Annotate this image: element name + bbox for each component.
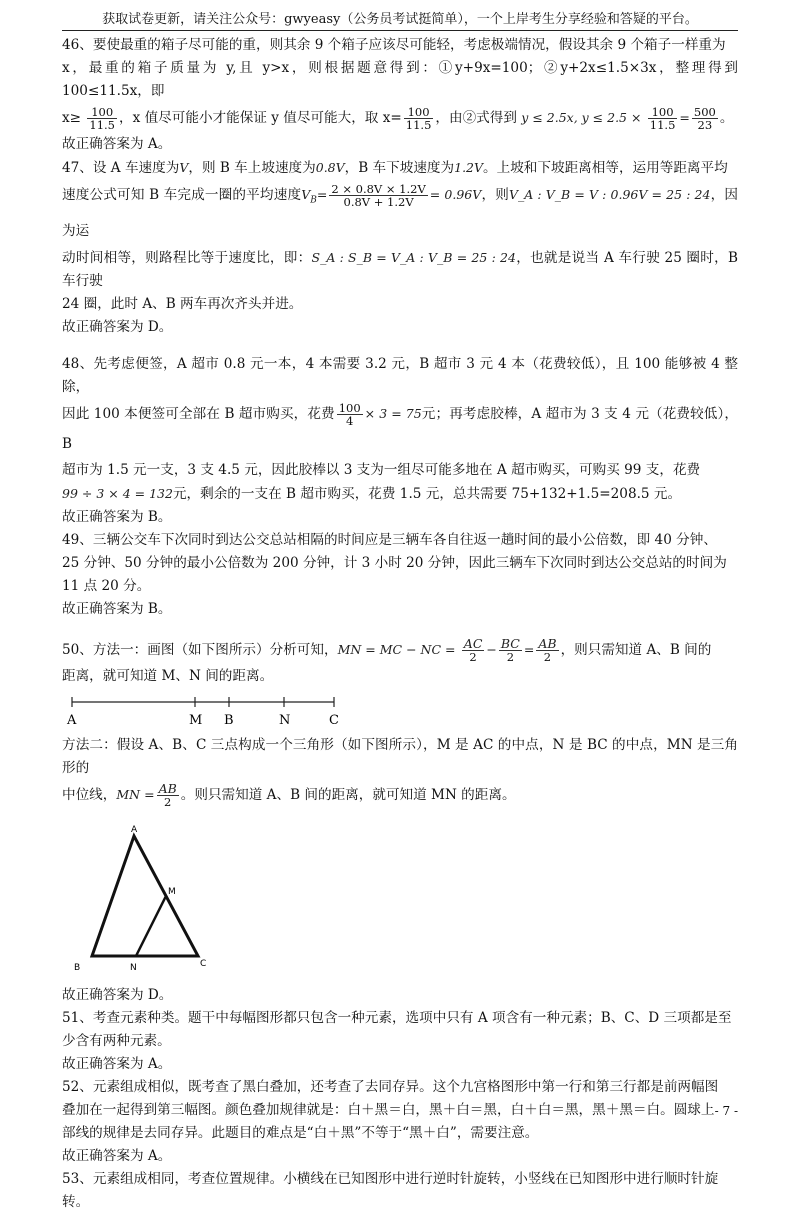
header-notice xyxy=(62,8,738,31)
label-c: C xyxy=(329,712,339,728)
label-n: N xyxy=(279,712,291,728)
label-a: A xyxy=(67,712,77,728)
tri-label-c: C xyxy=(200,958,207,969)
fraction: $\frac{BC}{2}$ xyxy=(500,635,520,664)
q46-line1: 46、要使最重的箱子尽可能的重，则其余 9 个箱子应该尽可能轻，考虑极端情况，假设其余 9 个箱子一样重为 xyxy=(62,37,726,53)
q47-line1: 47、设 A 车速度为V，则 B 车上坡速度为0.8V，B 车下坡速度为1.2V。上坡和下坡距离相等，运用等距离平均 xyxy=(62,160,728,176)
q46-answer: 故正确答案为 A。 xyxy=(62,136,172,152)
q52-line1: 52、元素组成相似，既考查了黑白叠加，还考查了去同存异。这个九宫格图形中第一行和第三行都是前两幅图 xyxy=(62,1078,719,1095)
question-52 xyxy=(62,1076,738,1168)
q52-answer: 故正确答案为 A。 xyxy=(62,1147,172,1164)
q53-line2: 转。 xyxy=(62,1193,90,1210)
label-m: M xyxy=(189,712,203,728)
question-48 xyxy=(62,353,738,529)
q51-line1: 51、考查元素种类。题干中每幅图形都只包含一种元素，选项中只有 A 项含有一种元素；B、C、D 三项都是至 xyxy=(62,1009,732,1026)
tri-label-n: N xyxy=(130,962,137,973)
question-47 xyxy=(62,156,738,339)
question-46 xyxy=(62,34,738,156)
q49-line1: 49、三辆公交车下次同时到达公交总站相隔的时间应是三辆车各自往返一趟时间的最小公倍数，即 40 分钟、 xyxy=(62,531,717,548)
q52-line3: 部线的规律是去同存异。此题目的难点是“白＋黑”不等于“黑＋白”，需要注意。 xyxy=(62,1124,539,1141)
q48-line1: 48、先考虑便签，A 超市 0.8 元一本，4 本需要 3.2 元，B 超市 3 元 4 本（花费较低），且 100 能够被 4 整除， xyxy=(62,355,738,395)
fraction: $\frac{100}{4}$ xyxy=(338,400,361,428)
q49-line3: 11 点 20 分。 xyxy=(62,577,151,594)
page-number: - 7 - xyxy=(714,1104,738,1118)
fraction: $\frac{AB}{2}$ xyxy=(538,635,557,664)
question-51 xyxy=(62,1007,738,1076)
q50-line1: 50、方法一：画图（如下图所示）分析可知，MN = MC − NC = $\frac{AC}{2}$ − $\frac{BC}{2}$ = $\frac{AB}{2}$ ，则只需知道 A、B 间的 xyxy=(62,635,712,664)
question-49 xyxy=(62,529,738,621)
q50-answer: 故正确答案为 D。 xyxy=(62,986,173,1003)
fraction: $\frac{100}{11.5}$ xyxy=(89,105,115,132)
q48-line2: 因此 100 本便签可全部在 B 超市购买，花费 $\frac{100}{4}$ × 3 = 75元；再考虑胶棒，A 超市为 3 支 4 元（花费较低），B xyxy=(62,400,738,452)
q53-line1: 53、元素组成相同，考查位置规律。小横线在已知图形中进行逆时针旋转，小竖线在已知图形中进行顺时针旋 xyxy=(62,1170,719,1187)
q48-answer: 故正确答案为 B。 xyxy=(62,508,172,525)
q50-method2-line2: 中位线，MN = $\frac{AB}{2}$ 。则只需知道 A、B 间的距离，就可知道 MN 的距离。 xyxy=(62,780,516,809)
q49-answer: 故正确答案为 B。 xyxy=(62,600,172,617)
q47-line2: 速度公式可知 B 车完成一圈的平均速度$V_B=$ $\frac{2 \times 0.8V \times 1.2V}{0.8V + 1.2V}$ = 0.96V，则V_A : V_B = V : 0.96V = 25 : 24，因为运 xyxy=(62,182,738,239)
tri-label-b: B xyxy=(74,962,81,973)
q47-line4: 24 圈，此时 A、B 两车再次齐头并进。 xyxy=(62,295,303,312)
q50-line2: 距离，就可知道 M、N 间的距离。 xyxy=(62,667,274,684)
question-50 xyxy=(62,635,738,1007)
label-b: B xyxy=(224,712,234,728)
fraction: $\frac{100}{11.5}$ xyxy=(405,105,432,132)
q52-line2: 叠加在一起得到第三幅图。颜色叠加规律就是：白＋黑＝白，黑＋白＝黑，白＋白＝黑，黑＋黑＝白。圆球上 xyxy=(62,1101,715,1118)
q51-line2: 少含有两种元素。 xyxy=(62,1032,171,1049)
fraction: $\frac{2 \times 0.8V \times 1.2V}{0.8V + 1.2V}$ xyxy=(331,182,426,209)
fraction: $\frac{AB}{2}$ xyxy=(158,780,177,809)
tri-label-m: M xyxy=(168,886,176,897)
q48-line3: 超市为 1.5 元一支，3 支 4.5 元，因此胶棒以 3 支为一组尽可能多地在 A 超市购买，可购买 99 支，花费 xyxy=(62,461,701,478)
header-notice-text: 获取试卷更新，请关注公众号：gwyeasy（公务员考试挺简单），一个上岸考生分享经验和答疑的平台。 xyxy=(102,12,698,27)
q51-answer: 故正确答案为 A。 xyxy=(62,1055,172,1072)
question-53 xyxy=(62,1168,738,1214)
q46-line2: x，最重的箱子质量为 y,且 y>x，则根据题意得到：①y+9x=100；②y+2x≤1.5×3x，整理得到 100≤11.5x，即 xyxy=(62,60,739,99)
document-body xyxy=(62,34,738,1214)
fraction: $\frac{100}{11.5}$ xyxy=(649,105,676,132)
tri-label-a: A xyxy=(131,824,138,835)
triangle-diagram xyxy=(62,824,738,974)
midline-mn xyxy=(136,896,166,956)
q49-line2: 25 分钟、50 分钟的最小公倍数为 200 分钟，计 3 小时 20 分钟，因此三辆车下次同时到达公交总站的时间为 xyxy=(62,554,727,571)
q48-line4: 99 ÷ 3 × 4 = 132元，剩余的一支在 B 超市购买，花费 1.5 元，总共需要 75+132+1.5=208.5 元。 xyxy=(62,485,682,502)
fraction: $\frac{AC}{2}$ xyxy=(463,635,483,664)
q46-line3: x≥ $\frac{100}{11.5}$ ，x 值尽可能小才能保证 y 值尽可能大，取 x= $\frac{100}{11.5}$ ，由②式得到 y ≤ 2.5x, y ≤ 2.5 × $\frac{100}{11.5}$ = $\frac{500}{23}$ 。 xyxy=(62,105,734,132)
q47-line3: 动时间相等，则路程比等于速度比，即：S_A : S_B = V_A : V_B = 25 : 24，也就是说当 A 车行驶 25 圈时，B 车行驶 xyxy=(62,249,739,289)
q50-method2-line1: 方法二：假设 A、B、C 三点构成一个三角形（如下图所示），M 是 AC 的中点，N 是 BC 的中点，MN 是三角形的 xyxy=(62,736,738,776)
segment-diagram xyxy=(62,694,738,734)
fraction: $\frac{500}{23}$ xyxy=(693,105,716,132)
q47-answer: 故正确答案为 D。 xyxy=(62,318,173,335)
